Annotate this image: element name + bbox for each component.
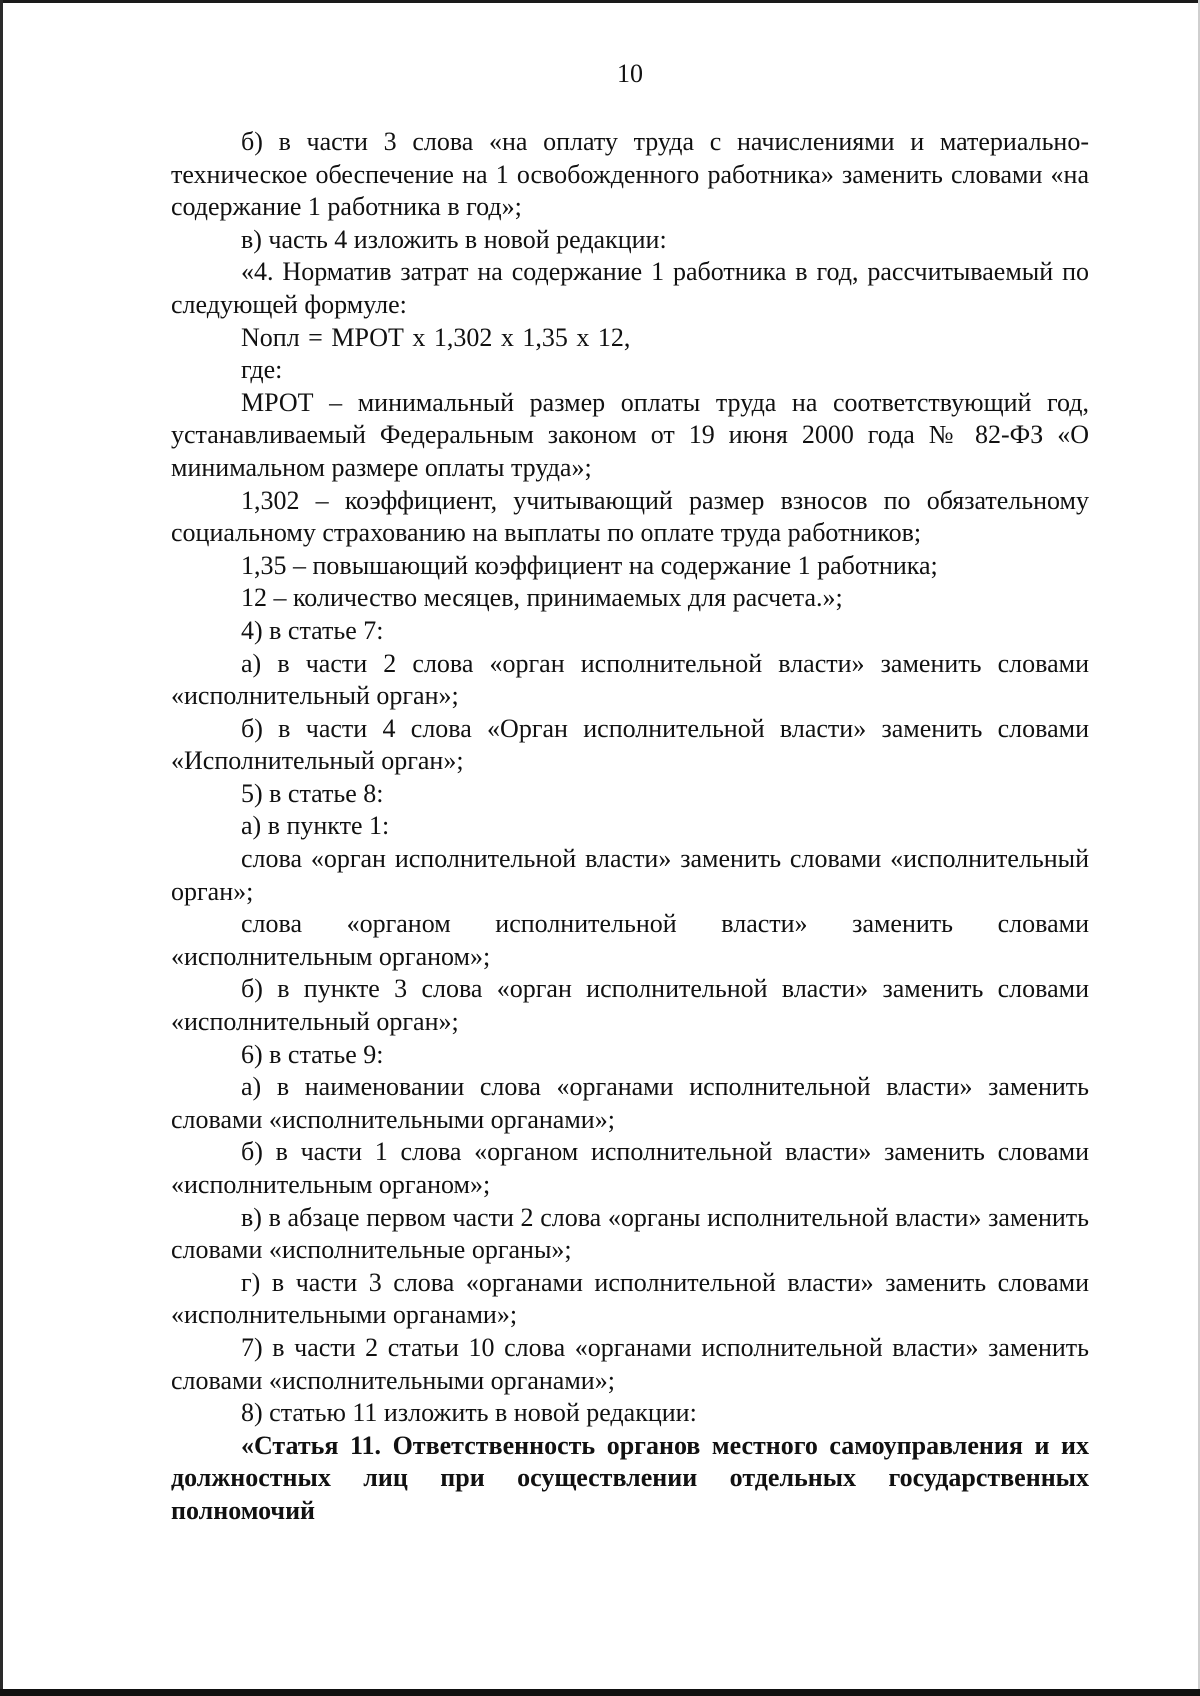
- scan-border-top: [0, 0, 1200, 3]
- paragraph-article-9-b: б) в части 1 слова «органом исполнительной власти» заменить словами «исполнительным органом»;: [171, 1137, 1089, 1199]
- paragraph-article-7-a: а) в части 2 слова «орган исполнительной власти» заменить словами «исполнительный орган»;: [171, 648, 1089, 711]
- scan-border-bottom: [0, 1689, 1200, 1696]
- paragraph-article-9-g: г) в части 3 слова «органами исполнительной власти» заменить словами «исполнительными органами»;: [171, 1267, 1089, 1330]
- paragraph-coefficient-1302: 1,302 – коэффициент, учитывающий размер взносов по обязательному социальному страхованию на выплаты по оплате труда работников;: [171, 485, 1089, 548]
- paragraph-article-7-b: б) в части 4 слова «Орган исполнительной власти» заменить словами «Исполнительный орган»;: [171, 713, 1089, 776]
- paragraph-where: где:: [241, 355, 283, 385]
- formula-line: Nопл = МРОТ х 1,302 х 1,35 х 12,: [241, 322, 631, 352]
- paragraph-article-7: 4) в статье 7:: [241, 615, 384, 645]
- paragraph-article-9-v: в) в абзаце первом части 2 слова «органы исполнительной власти» заменить словами «исполнительные органы»;: [171, 1202, 1089, 1265]
- paragraph-article-9-a: а) в наименовании слова «органами исполнительной власти» заменить словами «исполнительными органами»;: [171, 1072, 1089, 1134]
- article-11-heading: «Статья 11. Ответственность органов местного самоуправления и их должностных лиц при осуществлении отдельных государственных полномочий: [171, 1430, 1089, 1525]
- paragraph-article-10: 7) в части 2 статьи 10 слова «органами исполнительной власти» заменить словами «исполнительными органами»;: [171, 1332, 1089, 1395]
- paragraph-coefficient-135: 1,35 – повышающий коэффициент на содержание 1 работника;: [241, 550, 938, 580]
- paragraph-article-8-a-1: слова «орган исполнительной власти» заменить словами «исполнительный орган»;: [171, 844, 1089, 906]
- paragraph-article-8-b: б) в пункте 3 слова «орган исполнительной власти» заменить словами «исполнительный орган»;: [171, 974, 1089, 1037]
- paragraph-article-9: 6) в статье 9:: [241, 1039, 384, 1069]
- paragraph-mrot-definition: МРОТ – минимальный размер оплаты труда на соответствующий год, устанавливаемый Федеральным законом от 19 июня 2000 года № 82-ФЗ «О минимальном размере оплаты труда»;: [171, 387, 1089, 482]
- paragraph-article-8-a: а) в пункте 1:: [241, 811, 390, 841]
- paragraph-article-8-a-2: слова «органом исполнительной власти» заменить словами «исполнительным органом»;: [171, 909, 1089, 971]
- scan-border-left: [0, 0, 3, 1696]
- paragraph-article-11: 8) статью 11 изложить в новой редакции:: [241, 1398, 697, 1428]
- paragraph-months-12: 12 – количество месяцев, принимаемых для расчета.»;: [241, 583, 843, 613]
- paragraph-article-8: 5) в статье 8:: [241, 778, 384, 808]
- paragraph-3: «4. Норматив затрат на содержание 1 работника в год, рассчитываемый по следующей формуле:: [171, 257, 1089, 319]
- page-number: 10: [617, 59, 643, 88]
- paragraph-2: в) часть 4 изложить в новой редакции:: [241, 224, 667, 254]
- paragraph-1: б) в части 3 слова «на оплату труда с начислениями и материально-техническое обеспечение на 1 освобожденного работника» заменить словами «на содержание 1 работника в год»;: [171, 127, 1089, 222]
- document-body: [171, 126, 1089, 1528]
